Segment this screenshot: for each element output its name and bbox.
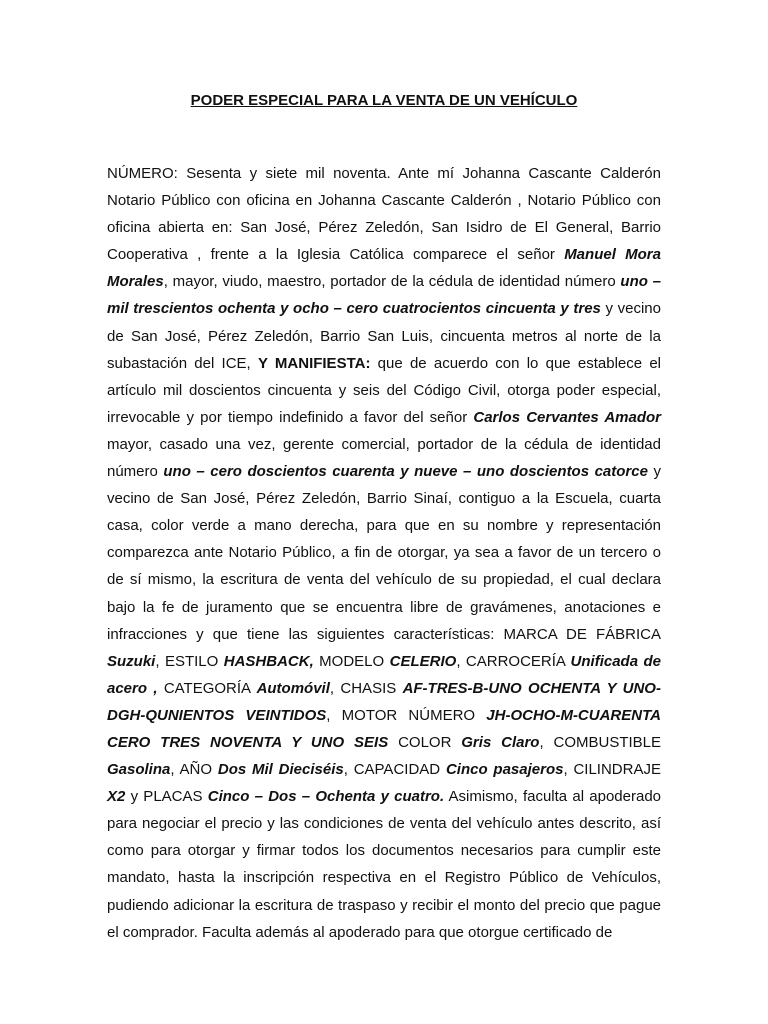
body-text: y PLACAS [125,788,208,806]
emphasized-text: Gris Claro [461,733,540,751]
body-text: , AÑO [170,761,218,779]
emphasized-text: Cinco pasajeros [445,761,564,779]
emphasized-text: Automóvil [256,679,330,697]
emphasized-text: Cinco – Dos – Ochenta y cuatro. [207,788,445,806]
emphasized-text: uno – cero doscientos cuarenta y nueve – uno doscientos catorce [163,463,648,481]
body-text: , mayor, viudo, maestro, portador de la cédula de identidad número [163,273,621,291]
body-text: y vecino de San José, Pérez Zeledón, Barrio San Luis, cincuenta metros al norte de la subastación del ICE, [107,300,661,372]
emphasized-text: Dos Mil Dieciséis [217,761,344,779]
emphasized-text: uno – mil trescientos ochenta y ocho – cero cuatrocientos cincuenta y tres [107,273,662,318]
emphasized-text: Y MANIFIESTA: [257,354,371,372]
document-body [107,160,661,946]
emphasized-text: AF-TRES-B-UNO OCHENTA Y UNO-DGH-QUNIENTOS VEINTIDOS [107,679,661,724]
body-text: Asimismo, faculta al apoderado para negociar el precio y las condiciones de venta del vehículo antes descrito, así como para otorgar y firmar todos los documentos necesarios para cumplir este mandato, hasta la inscripción respectiva en el Registro Público de Vehículos, pudiendo adicionar la escritura de traspaso y recibir el monto del precio que pague el comprador. Faculta además al apoderado para que otorgue certificado de [107,788,662,941]
emphasized-text: Gasolina [107,761,171,779]
body-text: , MOTOR NÚMERO [326,706,487,724]
emphasized-text: JH-OCHO-M-CUARENTA CERO TRES NOVENTA Y UNO SEIS [107,706,661,751]
body-text: , CARROCERÍA [456,652,571,670]
emphasized-text: Manuel Mora Morales [107,246,661,291]
document-title: PODER ESPECIAL PARA LA VENTA DE UN VEHÍCULO [190,92,578,109]
body-text: , CAPACIDAD [343,761,446,779]
body-text: NÚMERO: Sesenta y siete mil noventa. Ante mí Johanna Cascante Calderón Notario Público con oficina en Johanna Cascante Calderón , Notario Público con oficina abierta en: San José, Pérez Zeledón, San Isidro de El General, Barrio Cooperativa , frente a la Iglesia Católica comparece el señor [107,165,661,264]
body-text: que de acuerdo con lo que establece el artículo mil doscientos cincuenta y seis del Código Civil, otorga poder especial, irrevocable y por tiempo indefinido a favor del señor [107,354,661,426]
body-text: , COMBUSTIBLE [539,733,662,751]
emphasized-text: Suzuki [107,652,156,670]
body-text: CATEGORÍA [157,679,257,697]
body-paragraph [107,160,661,946]
emphasized-text: CELERIO [389,652,457,670]
emphasized-text: Carlos Cervantes Amador [473,408,661,426]
body-text: , CILINDRAJE [563,761,661,779]
body-text: , ESTILO [155,652,224,670]
emphasized-text: X2 [107,788,126,806]
body-text: y vecino de San José, Pérez Zeledón, Barrio Sinaí, contiguo a la Escuela, cuarta casa, color verde a mano derecha, para que en su nombre y representación comparezca ante Notario Público, a fin de otorgar, ya sea a favor de un tercero o de sí mismo, la escritura de venta del vehículo de su propiedad, el cual declara bajo la fe de juramento que se encuentra libre de gravámenes, anotaciones e infracciones y que tiene las siguientes características: MARCA DE FÁBRICA [107,463,661,643]
emphasized-text: HASHBACK, [223,652,314,670]
body-text: COLOR [388,733,462,751]
body-text: , CHASIS [329,679,403,697]
body-text: mayor, casado una vez, gerente comercial, portador de la cédula de identidad número [107,435,661,481]
emphasized-text: Unificada de acero , [107,652,662,697]
body-text: MODELO [313,652,390,670]
